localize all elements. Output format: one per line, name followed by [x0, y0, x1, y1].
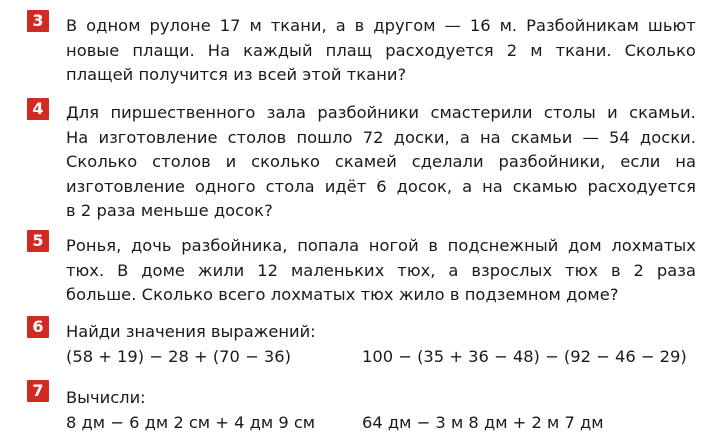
problem-6-expression-right: 100 − (35 + 36 − 48) − (92 − 46 − 29) — [362, 347, 687, 366]
problem-number-badge: 4 — [27, 98, 49, 120]
problem-7-expression-right: 64 дм − 3 м 8 дм + 2 м 7 дм — [362, 413, 604, 432]
problem-4-line-3: Сколько столов и сколько скамей сделали разбойники, если на — [66, 152, 696, 171]
problem-4-line-1: Для пиршественного зала разбойники смастерили столы и скамьи. — [66, 103, 696, 122]
problem-6-heading: Найди значения выражений: — [66, 322, 316, 341]
problem-4-text — [66, 101, 696, 224]
problem-7-expression-left: 8 дм − 6 дм 2 см + 4 дм 9 см — [66, 413, 316, 432]
problem-3-text — [66, 14, 696, 88]
problem-3-line-3: плащей получится из всей этой ткани? — [66, 65, 407, 84]
problem-number-badge: 3 — [27, 10, 49, 32]
problem-4-line-4: изготовление одного стола идёт 6 досок, а на скамью расходуется — [66, 176, 696, 196]
problem-4-line-2: На изготовление столов пошло 72 доски, а на скамьи — 54 доски. — [66, 127, 696, 147]
problem-5-line-2: тюх. В доме жили 12 маленьких тюх, а взрослых тюх в 2 раза — [66, 260, 696, 280]
problem-number-badge: 6 — [27, 316, 49, 338]
problem-4-line-5: в 2 раза меньше досок? — [66, 201, 273, 220]
problem-3-line-2: новые плащи. На каждый плащ расходуется 2 м ткани. Сколько — [66, 40, 696, 60]
problem-number-badge: 5 — [27, 230, 49, 252]
problem-number-badge: 7 — [27, 380, 49, 402]
problem-5-line-1: Ронья, дочь разбойника, попала ногой в подснежный дом лохматых — [66, 236, 696, 255]
problem-6-expression-left: (58 + 19) − 28 + (70 − 36) — [66, 347, 291, 366]
problem-5-text — [66, 234, 696, 308]
problem-3-line-1: В одном рулоне 17 м ткани, а в другом — 16 м. Разбойникам шьют — [66, 16, 696, 35]
problem-7-heading: Вычисли: — [66, 388, 146, 407]
problem-5-line-3: больше. Сколько всего лохматых тюх жило в подземном доме? — [66, 285, 619, 304]
